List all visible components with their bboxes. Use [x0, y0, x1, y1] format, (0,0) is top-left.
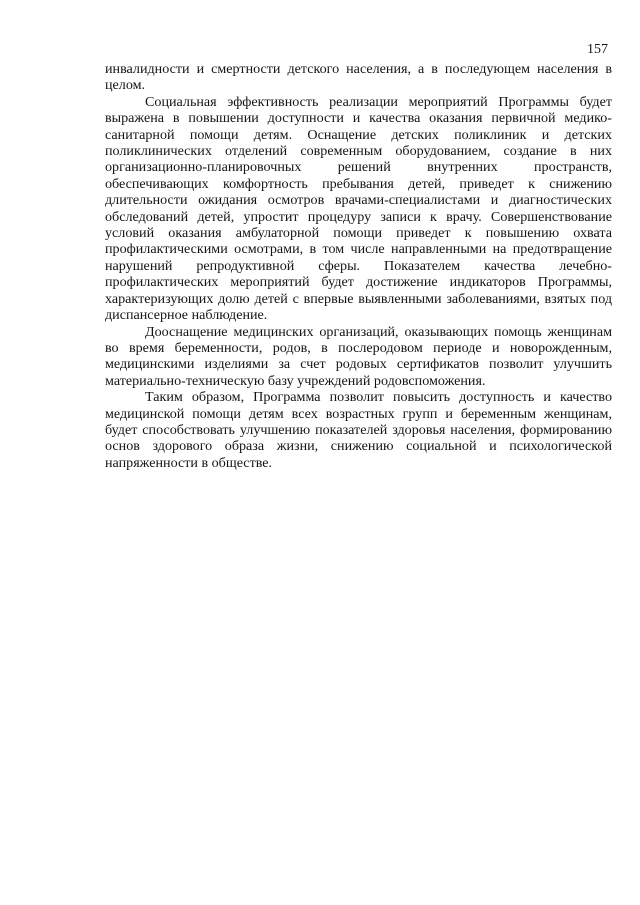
paragraph-equipment: Дооснащение медицинских организаций, оказывающих помощь женщинам во время беременности, родов, в послеродовом периоде и новорожденным, медицинскими изделиями за счет родовых сертификатов позволит улучшить материально-техническую базу учреждений родовспоможения.	[105, 323, 612, 389]
page-number: 157	[587, 42, 608, 57]
paragraph-continuation: инвалидности и смертности детского населения, а в последующем населения в целом.	[105, 61, 612, 94]
document-body	[105, 61, 612, 471]
paragraph-conclusion: Таким образом, Программа позволит повысить доступность и качество медицинской помощи детям всех возрастных групп и беременным женщинам, будет способствовать улучшению показателей здоровья населения, формированию основ здорового образа жизни, снижению социальной и психологической напряженности в обществе.	[105, 389, 612, 471]
paragraph-social-effectiveness: Социальная эффективность реализации мероприятий Программы будет выражена в повышении доступности и качества оказания первичной медико-санитарной помощи детям. Оснащение детских поликлиник и детских поликлинических отделений современным оборудованием, создание в них организационно-планировочных решений внутренних пространств, обеспечивающих комфортность пребывания детей, приведет к снижению длительности ожидания осмотров врачами-специалистами и диагностических обследований детей, упростит процедуру записи к врачу. Совершенствование условий оказания амбулаторной помощи приведет к повышению охвата профилактическими осмотрами, в том числе направленными на предотвращение нарушений репродуктивной сферы. Показателем качества лечебно-профилактических мероприятий будет достижение индикаторов Программы, характеризующих долю детей с впервые выявленными заболеваниями, взятых под диспансерное наблюдение.	[105, 93, 612, 324]
